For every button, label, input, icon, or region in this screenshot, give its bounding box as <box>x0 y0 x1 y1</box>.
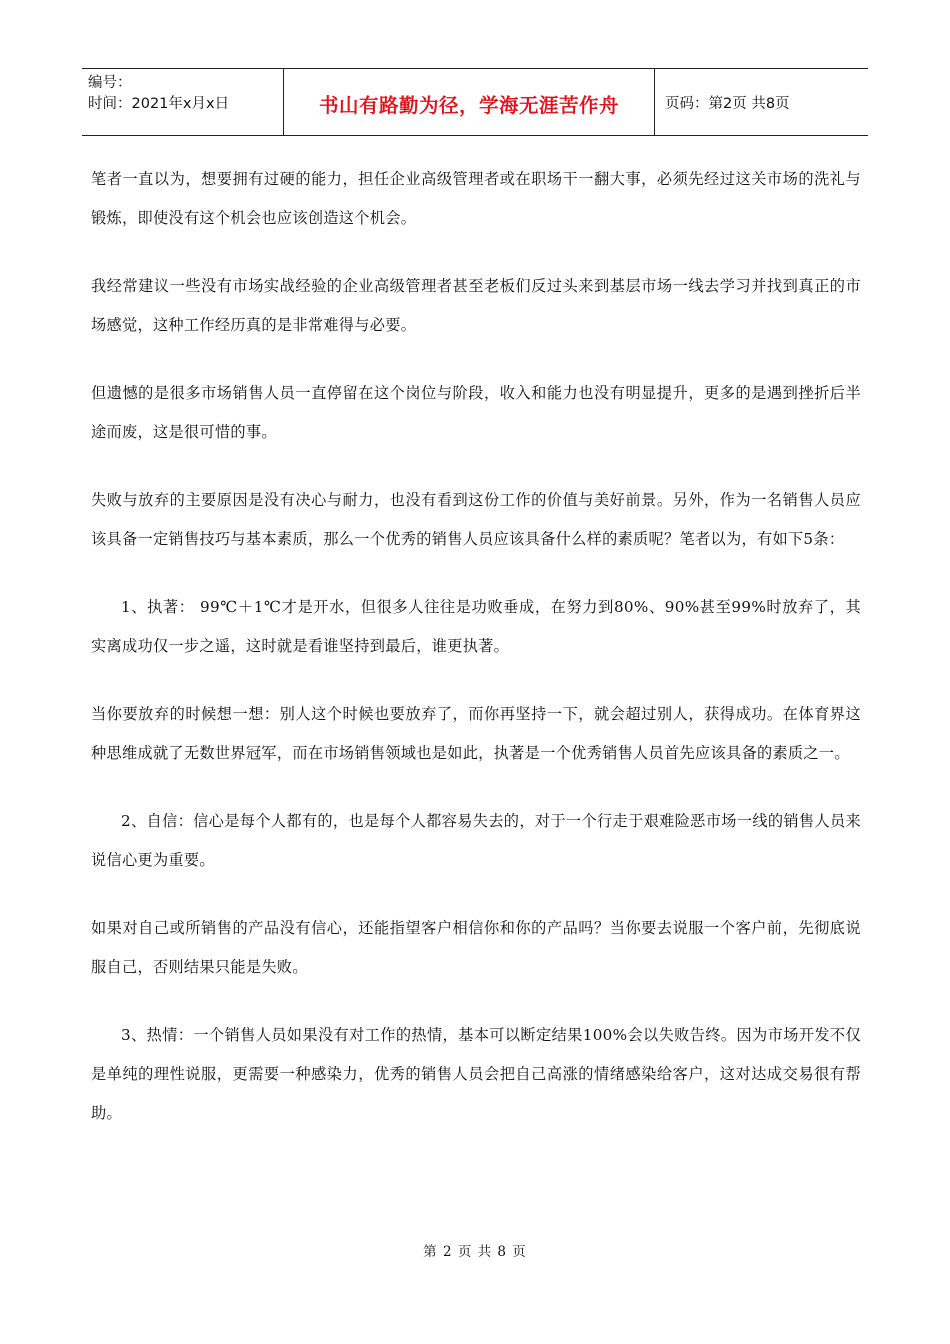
body-paragraph: 失败与放弃的主要原因是没有决心与耐力，也没有看到这份工作的价值与美好前景。另外，作为一名销售人员应该具备一定销售技巧与基本素质，那么一个优秀的销售人员应该具备什么样的素质呢？笔者以为，有如下5条： <box>91 491 861 548</box>
document-date-label: 时间：2021年x月x日 <box>88 96 230 112</box>
body-paragraph: 我经常建议一些没有市场实战经验的企业高级管理者甚至老板们反过头来到基层市场一线去学习并找到真正的市场感觉，这种工作经历真的是非常难得与必要。 <box>91 277 861 334</box>
document-header <box>82 68 868 136</box>
body-paragraph: 但遗憾的是很多市场销售人员一直停留在这个岗位与阶段，收入和能力也没有明显提升，更多的是遇到挫折后半途而废，这是很可惜的事。 <box>91 384 861 441</box>
body-paragraph: 当你要放弃的时候想一想：别人这个时候也要放弃了，而你再坚持一下，就会超过别人，获得成功。在体育界这种思维成就了无数世界冠军，而在市场销售领域也是如此，执著是一个优秀销售人员首先应该具备的素质之一。 <box>91 705 861 762</box>
header-page-number: 页码：第2页 共8页 <box>665 95 790 112</box>
header-page-cell <box>655 69 868 135</box>
list-item-confidence: 2、自信：信心是每个人都有的，也是每个人都容易失去的，对于一个行走于艰难险恶市场一线的销售人员来说信心更为重要。 <box>91 812 861 869</box>
page-footer: 第 2 页 共 8 页 <box>423 1244 527 1260</box>
body-paragraph: 如果对自己或所销售的产品没有信心，还能指望客户相信你和你的产品吗？当你要去说服一个客户前，先彻底说服自己，否则结果只能是失败。 <box>91 919 861 976</box>
list-item-enthusiasm: 3、热情：一个销售人员如果没有对工作的热情，基本可以断定结果100%会以失败告终。因为市场开发不仅是单纯的理性说服，更需要一种感染力，优秀的销售人员会把自己高涨的情绪感染给客户，这对达成交易很有帮助。 <box>91 1026 861 1122</box>
body-paragraph: 笔者一直以为，想要拥有过硬的能力，担任企业高级管理者或在职场干一翻大事，必须先经过这关市场的洗礼与锻炼，即使没有这个机会也应该创造这个机会。 <box>91 170 861 227</box>
header-motto: 书山有路勤为径，学海无涯苦作舟 <box>318 94 619 117</box>
document-body <box>91 160 861 1162</box>
list-item-persistence: 1、执著： 99℃＋1℃才是开水，但很多人往往是功败垂成，在努力到80%、90%甚至99%时放弃了，其实离成功仅一步之遥，这时就是看谁坚持到最后，谁更执著。 <box>91 598 861 655</box>
header-meta <box>82 69 283 135</box>
document-number-label: 编号： <box>88 75 132 91</box>
header-motto-cell <box>283 69 655 135</box>
